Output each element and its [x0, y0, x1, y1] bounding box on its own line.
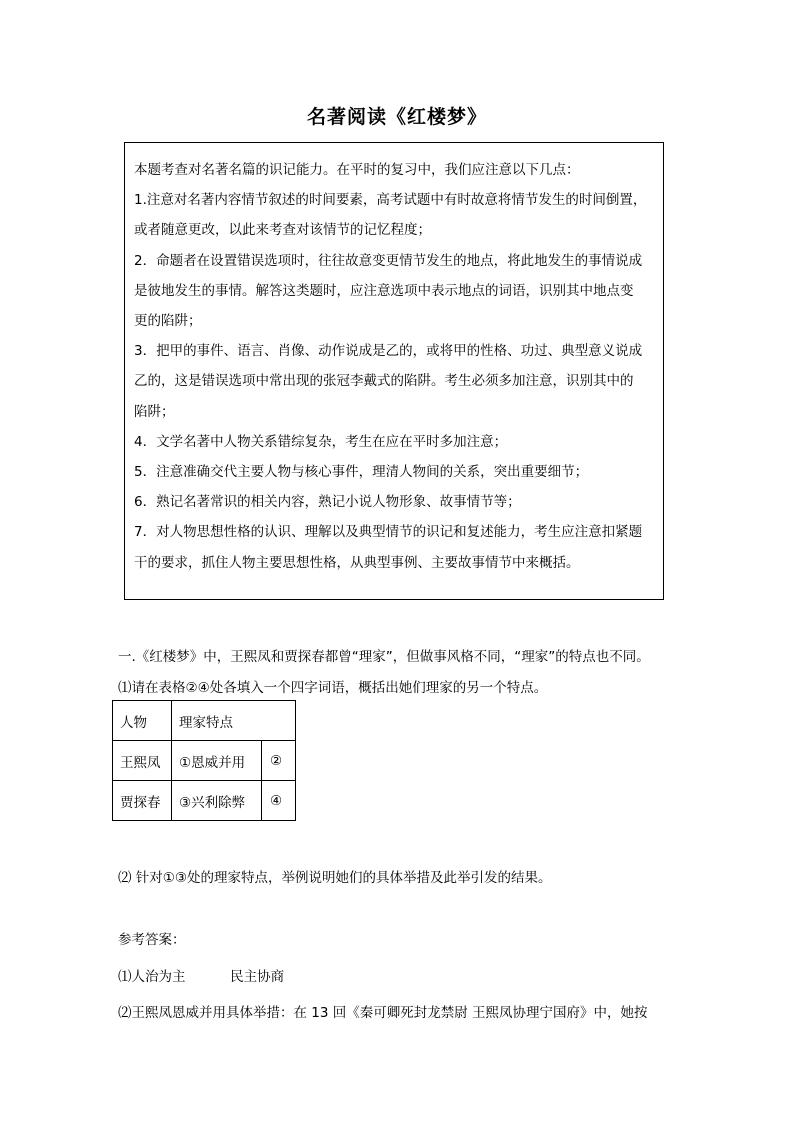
question-part2: ⑵ 针对①③处的理家特点，举例说明她们的具体举措及此举引发的结果。 [118, 870, 552, 886]
trait-table [112, 700, 296, 821]
intro-line: 4．文学名著中人物关系错综复杂，考生在应在平时多加注意； [134, 433, 508, 450]
row-blank: ④ [262, 781, 296, 821]
answer-line2: ⑵王熙凤恩威并用具体举措：在 13 回《秦可卿死封龙禁尉 王熙凤协理宁国府》中，她按 [118, 1005, 648, 1021]
intro-line: 陷阱； [134, 403, 175, 420]
table-row [113, 741, 296, 781]
intro-line: 本题考查对名著名篇的识记能力。在平时的复习中，我们应注意以下几点： [134, 162, 580, 178]
intro-line: 更的陷阱； [134, 313, 202, 330]
intro-line: 乙的，这是错误选项中常出现的张冠李戴式的陷阱。考生必须多加注意，识别其中的 [134, 373, 634, 390]
intro-line: 是彼地发生的事情。解答这类题时，应注意选项中表示地点的词语，识别其中地点变 [134, 282, 634, 299]
page-title: 名著阅读《红楼梦》 [306, 106, 487, 128]
intro-line: 2．命题者在设置错误选项时，往往故意变更情节发生的地点，将此地发生的事情说成 [134, 252, 643, 269]
intro-line: 或者随意更改，以此来考查对该情节的记忆程度； [134, 222, 431, 239]
intro-line: 干的要求，抓住人物主要思想性格，从典型事例、主要故事情节中来概括。 [134, 554, 580, 571]
header-person: 人物 [113, 701, 172, 741]
row-blank: ② [262, 741, 296, 781]
intro-box [124, 142, 664, 600]
answer-line1 [118, 965, 284, 985]
answer-1b: 民主协商 [230, 969, 285, 985]
question-part1: ⑴请在表格②④处各填入一个四字词语，概括出她们理家的另一个特点。 [118, 680, 548, 696]
row-trait: ③兴利除弊 [172, 781, 262, 821]
table-header-row [113, 701, 296, 741]
answer-1a: ⑴人治为主 [118, 969, 186, 985]
intro-line: 5．注意准确交代主要人物与核心事件，理清人物间的关系，突出重要细节； [134, 464, 589, 481]
intro-line: 6．熟记名著常识的相关内容，熟记小说人物形象、故事情节等； [134, 494, 521, 511]
answer-label: 参考答案： [118, 932, 186, 948]
intro-line: 3．把甲的事件、语言、肖像、动作说成是乙的，或将甲的性格、功过、典型意义说成 [134, 343, 643, 360]
header-trait: 理家特点 [172, 701, 296, 741]
row-name: 王熙凤 [113, 741, 172, 781]
intro-line: 1.注意对名著内容情节叙述的时间要素，高考试题中有时故意将情节发生的时间倒置， [134, 192, 647, 209]
table-row [113, 781, 296, 821]
row-trait: ①恩威并用 [172, 741, 262, 781]
row-name: 贾探春 [113, 781, 172, 821]
question-stem: 一.《红楼梦》中，王熙凤和贾探春都曾“理家”，但做事风格不同，“理家”的特点也不同。 [118, 649, 650, 665]
intro-line: 7．对人物思想性格的认识、理解以及典型情节的识记和复述能力，考生应注意扣紧题 [134, 524, 643, 541]
